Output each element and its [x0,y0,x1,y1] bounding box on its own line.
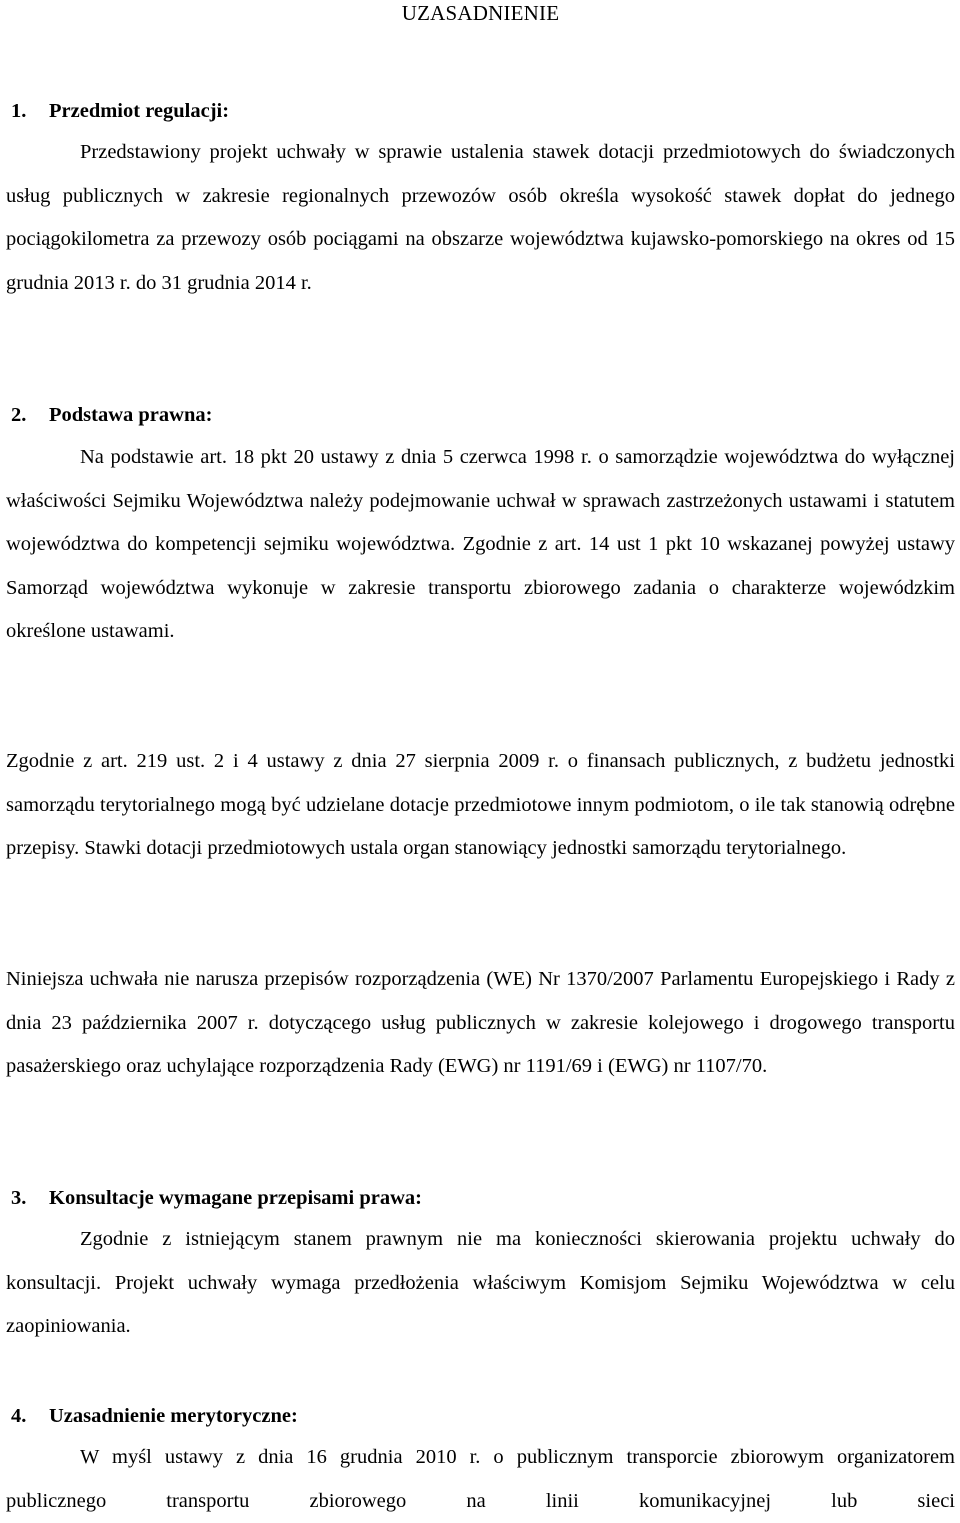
section-heading-2 [11,402,212,428]
paragraph-subject: Przedstawiony projekt uchwały w sprawie ustalenia stawek dotacji przedmiotowych do świadczonych usług publicznych w zakresie regionalnych przewozów osób określa wysokość stawek dopłat do jednego pociągokilometra za przewozy osób pociągami na obszarze województwa kujawsko-pomorskiego na okres od 15 grudnia 2013 r. do 31 grudnia 2014 r. [6,141,955,294]
section-title: Przedmiot regulacji: [49,100,230,122]
section-title: Konsultacje wymagane przepisami prawa: [49,1187,422,1209]
section-heading-1 [11,98,229,124]
section-number: 4. [11,1405,27,1427]
section-title: Podstawa prawna: [49,404,213,426]
paragraph-consultations: Zgodnie z istniejącym stanem prawnym nie ma konieczności skierowania projektu uchwały do konsultacji. Projekt uchwały wymaga przedłożenia właściwym Komisjom Sejmiku Województwa w celu zaopiniowania. [6,1228,955,1338]
section-number: 3. [11,1187,27,1209]
paragraph-public-finance: Zgodnie z art. 219 ust. 2 i 4 ustawy z dnia 27 sierpnia 2009 r. o finansach publicznych, z budżetu jednostki samorządu terytorialnego mogą być udzielane dotacje przedmiotowe innym podmiotom, o ile tak stanowią odrębne przepisy. Stawki dotacji przedmiotowych ustala organ stanowiący jednostki samorządu terytorialnego. [6,750,955,860]
paragraph-eu-regulation: Niniejsza uchwała nie narusza przepisów rozporządzenia (WE) Nr 1370/2007 Parlamentu Europejskiego i Rady z dnia 23 października 2007 r. dotyczącego usług publicznych w zakresie kolejowego i drogowego transportu pasażerskiego oraz uchylające rozporządzenia Rady (EWG) nr 1191/69 i (EWG) nr 1107/70. [6,968,955,1078]
section-title: Uzasadnienie merytoryczne: [49,1405,298,1427]
paragraph-justification: W myśl ustawy z dnia 16 grudnia 2010 r. o publicznym transporcie zbiorowym organizatorem publicznego transportu zbiorowego na linii komunikacyjnej lub sieci [6,1446,955,1512]
section-heading-3 [11,1185,422,1211]
section-heading-4 [11,1403,298,1429]
section-number: 1. [11,100,27,122]
paragraph-legal-basis: Na podstawie art. 18 pkt 20 ustawy z dnia 5 czerwca 1998 r. o samorządzie województwa do wyłącznej właściwości Sejmiku Województwa należy podejmowanie uchwał w sprawach zastrzeżonych ustawami i statutem województwa do kompetencji sejmiku województwa. Zgodnie z art. 14 ust 1 pkt 10 wskazanej powyżej ustawy Samorząd województwa wykonuje w zakresie transportu zbiorowego zadania o charakterze wojewódzkim określone ustawami. [6,446,955,643]
section-number: 2. [11,404,27,426]
document-title: UZASADNIENIE [401,1,560,25]
